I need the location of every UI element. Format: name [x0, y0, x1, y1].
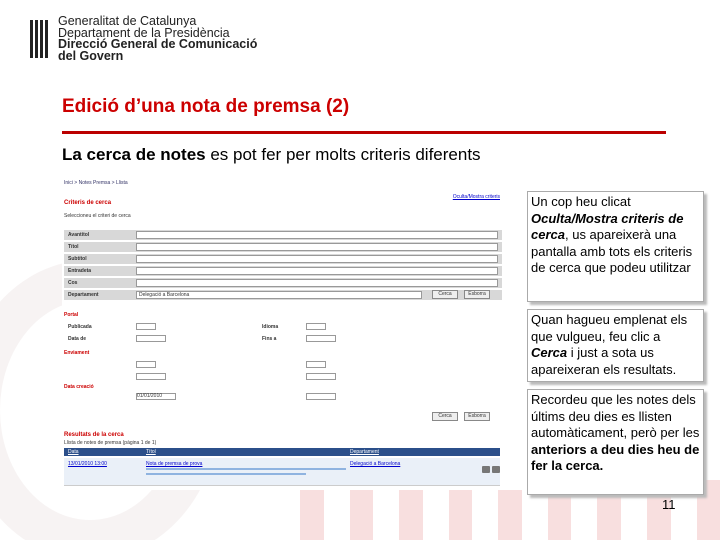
slide-title: Edició d’una nota de premsa (2)	[62, 96, 350, 117]
toggle-criteria-link[interactable]: Oculta/Mostra criteris	[452, 194, 500, 200]
col-date[interactable]: Data	[68, 449, 79, 455]
slide-subtitle	[62, 145, 481, 165]
date-from-input[interactable]	[136, 335, 166, 342]
results-heading: Resultats de la cerca	[64, 432, 124, 438]
text-input[interactable]	[136, 231, 498, 239]
field-row: Cos	[64, 278, 502, 288]
select-sent-lang[interactable]	[306, 361, 326, 368]
department-input[interactable]: Delegació a Barcelona	[136, 291, 422, 299]
created-to-input[interactable]	[306, 393, 336, 400]
text-input[interactable]	[136, 267, 498, 275]
org-line-2: Departament de la Presidència	[58, 25, 230, 40]
subtitle-rest: es pot fer per molts criteris diferents	[205, 145, 481, 164]
search-button[interactable]: Cerca	[432, 412, 458, 421]
row-title-continued	[146, 473, 306, 475]
page-number: 11	[662, 497, 676, 512]
note-search: Quan hagueu emplenat els que vulgueu, feu clic a Cerca i just a sota us apareixeran els resultats.	[527, 309, 704, 382]
subtitle-bold: La cerca de notes	[62, 145, 206, 164]
note-criteria: Un cop heu clicat Oculta/Mostra criteris de cerca, us apareixerà una pantalla amb tots els criteris de cerca que podeu utilitzar	[527, 191, 704, 302]
breadcrumb[interactable]: Inici > Notes Premsa > Llista	[64, 180, 128, 186]
row-dept[interactable]: Delegació a Barcelona	[350, 461, 401, 467]
table-row	[64, 458, 500, 486]
sent-to-input[interactable]	[306, 373, 336, 380]
criteria-heading: Criteris de cerca	[64, 200, 112, 206]
created-from-input[interactable]: 01/01/2010	[136, 393, 176, 400]
results-table-header	[64, 448, 500, 456]
field-row: Departament Delegació a Barcelona Cerca Esborra	[64, 290, 502, 300]
field-row: Subtítol	[64, 254, 502, 264]
text-input[interactable]	[136, 279, 498, 287]
search-screenshot: Inici > Notes Premsa > Llista Oculta/Mostra criteris Criteris de cerca Seleccioneu el criteri de cerca Avantitol Títol Subtítol Entradeta Cos Departament Delegació a Barcelona Cerca Esborra Portal Publicada Idioma Data de Fins a Enviament Data creació 01/01/2010 Cerca Esborra Resultats de la cerca Llista de notes de premsa (pàgina 1 de 1) Data Títol Departament 13/01/2010 13:00 Nota de premsa de prova Delegació a Barcelona	[62, 178, 522, 490]
title-divider	[62, 131, 666, 134]
generalitat-logo	[30, 16, 260, 66]
section-data: Data creació	[64, 384, 94, 390]
select-sent[interactable]	[136, 361, 156, 368]
org-line-3: Direcció General de Comunicació	[58, 37, 258, 51]
note-ten-days: Recordeu que les notes dels últims deu dies es llisten automàticament, però per les anteriors a deu dies heu de fer la cerca.	[527, 389, 704, 495]
senyera-icon	[30, 16, 52, 64]
field-row: Títol	[64, 242, 502, 252]
row-title-continued	[146, 468, 346, 470]
delete-icon[interactable]	[492, 466, 500, 473]
sent-from-input[interactable]	[136, 373, 166, 380]
criteria-intro: Seleccioneu el criteri de cerca	[64, 213, 131, 219]
edit-icon[interactable]	[482, 466, 490, 473]
org-line-1: Generalitat de Catalunya	[58, 14, 197, 28]
field-row: Entradeta	[64, 266, 502, 276]
clear-dept-button[interactable]: Esborra	[464, 290, 490, 299]
select-published[interactable]	[136, 323, 156, 330]
select-language[interactable]	[306, 323, 326, 330]
text-input[interactable]	[136, 255, 498, 263]
date-to-input[interactable]	[306, 335, 336, 342]
row-date[interactable]: 13/01/2010 13:00	[68, 461, 107, 467]
row-title[interactable]: Nota de premsa de prova	[146, 461, 203, 467]
field-row: Avantitol	[64, 230, 502, 240]
col-dept[interactable]: Departament	[350, 449, 379, 455]
org-line-4: del Govern	[58, 48, 124, 63]
section-enviament: Enviament	[64, 350, 90, 356]
section-portal: Portal	[64, 312, 79, 318]
results-count: Llista de notes de premsa (pàgina 1 de 1)	[64, 440, 157, 446]
clear-button[interactable]: Esborra	[464, 412, 490, 421]
text-input[interactable]	[136, 243, 498, 251]
search-dept-button[interactable]: Cerca	[432, 290, 458, 299]
col-title[interactable]: Títol	[146, 449, 156, 455]
